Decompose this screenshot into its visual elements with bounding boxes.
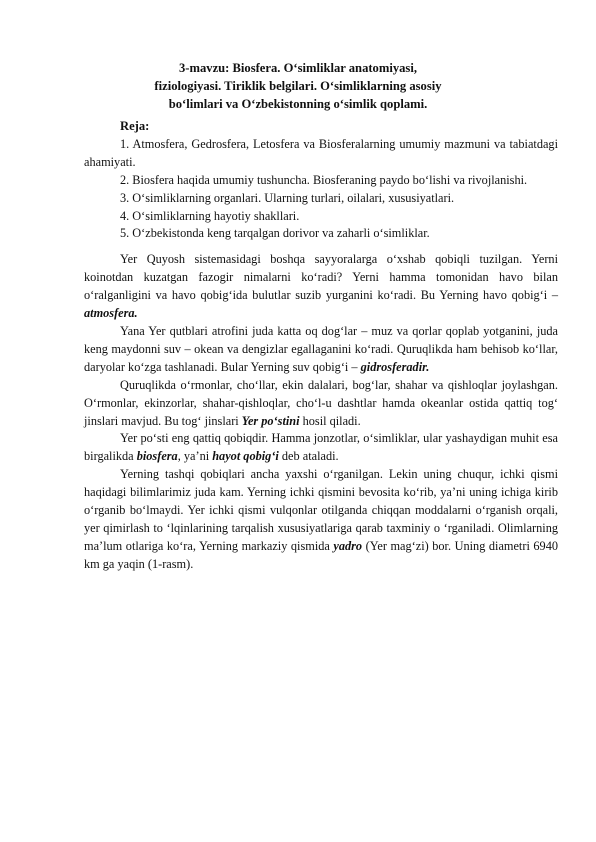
document-title [84,59,512,113]
term-biosfera: biosfera [136,449,178,464]
paragraph-3-text: Quruqlikda o‘rmonlar, cho‘llar, ekin dalalari, bog‘lar, shahar va qishloqlar joylashgan. O‘rmonlar, ekinzorlar, shahar-qishloqlar, cho‘l-u dashtlar hamda okeanlar ostida qattiq tog‘ jinslari mavjud. Bu tog‘ jinslari [84,377,558,428]
plan-item-4: 4. O‘simliklarning hayotiy shakllari. [120,208,300,223]
paragraph-3 [84,377,558,431]
plan-item-1: 1. Atmosfera, Gedrosfera, Letosfera va Biosferalarning umumiy mazmuni va tabiatdagi ahamiyati. [84,136,558,169]
title-line-3: bo‘limlari va O‘zbekistonning o‘simlik qoplami. [168,97,428,111]
term-gidrosfera: gidrosferadir. [360,359,430,374]
paragraph-4 [84,430,558,466]
term-yadro: yadro [333,538,363,553]
paragraph-4-mid: , ya’ni [177,449,213,464]
paragraph-4-text: Yer po‘sti eng qattiq qobiqdir. Hamma jonzotlar, o‘simliklar, ular yashaydigan muhit esa birgalikda [84,431,558,464]
term-hayot-qobigi: hayot qobig‘i [212,449,279,464]
title-line-2: fiziologiyasi. Tiriklik belgilari. O‘simliklarning asosiy [154,79,442,93]
plan-list [84,136,558,243]
paragraph-1 [84,251,558,323]
paragraph-1-text: Yer Quyosh sistemasidagi boshqa sayyoralarga o‘xshab qobiqli tuzilgan. Yerni koinotdan kuzatgan fazogir nimalarni ko‘radi? Yerni hamma tomonidan havo bilan o‘ralganligini va havo qobig‘ida bulutlar suzib yurganini ko‘radi. Bu Yerning havo qobig‘i – [84,252,558,303]
plan-item-5: 5. O‘zbekistonda keng tarqalgan dorivor va zaharli o‘simliklar. [120,226,430,241]
paragraph-2-text: Yana Yer qutblari atrofini juda katta oq dog‘lar – muz va qorlar qoplab yotganini, juda keng maydonni suv – okean va dengizlar egallaganini ko‘radi. Quruqlikda ham behisob ko‘llar, daryolar ko‘zga tashlanadi. Bular Yerning suv qobig‘i – [84,323,558,374]
plan-heading: Reja: [120,119,150,133]
paragraph-5-end: (Yer mag‘zi) bor. Uning diametri 6940 km ga yaqin (1-rasm). [84,538,558,571]
paragraph-2 [84,323,558,377]
document-body [84,118,558,574]
title-line-1: 3-mavzu: Biosfera. O‘simliklar anatomiyasi, [179,61,417,75]
paragraph-3-end: hosil qiladi. [299,413,361,428]
plan-item-3: 3. O‘simliklarning organlari. Ularning turlari, oilalari, xususiyatlari. [120,190,455,205]
paragraph-5-text: Yerning tashqi qobiqlari ancha yaxshi o‘rganilgan. Lekin uning chuqur, ichki qismi haqidagi bilimlarimiz juda kam. Yerning ichki qismini bevosita ko‘rib, ya’ni uning ichiga kirib o‘rganib bo‘lmaydi. Yer ichki qismi vulqonlar otilganda chiqqan moddalarni o‘rganish orqali, yer qimirlash to ‘lqinlarining tarqalish xususiyatlariga qarab taxminiy o ‘rganiladi. Olimlarning ma’lum otlariga ko‘ra, Yerning markaziy qismida [84,467,558,553]
term-atmosfera: atmosfera. [84,306,138,321]
paragraph-4-end: deb ataladi. [278,449,339,464]
paragraph-5 [84,466,558,573]
section-spacer [84,243,558,251]
term-yer-postini: Yer po‘stini [241,413,300,428]
plan-item-2: 2. Biosfera haqida umumiy tushuncha. Biosferaning paydo bo‘lishi va rivojlanishi. [120,172,528,187]
